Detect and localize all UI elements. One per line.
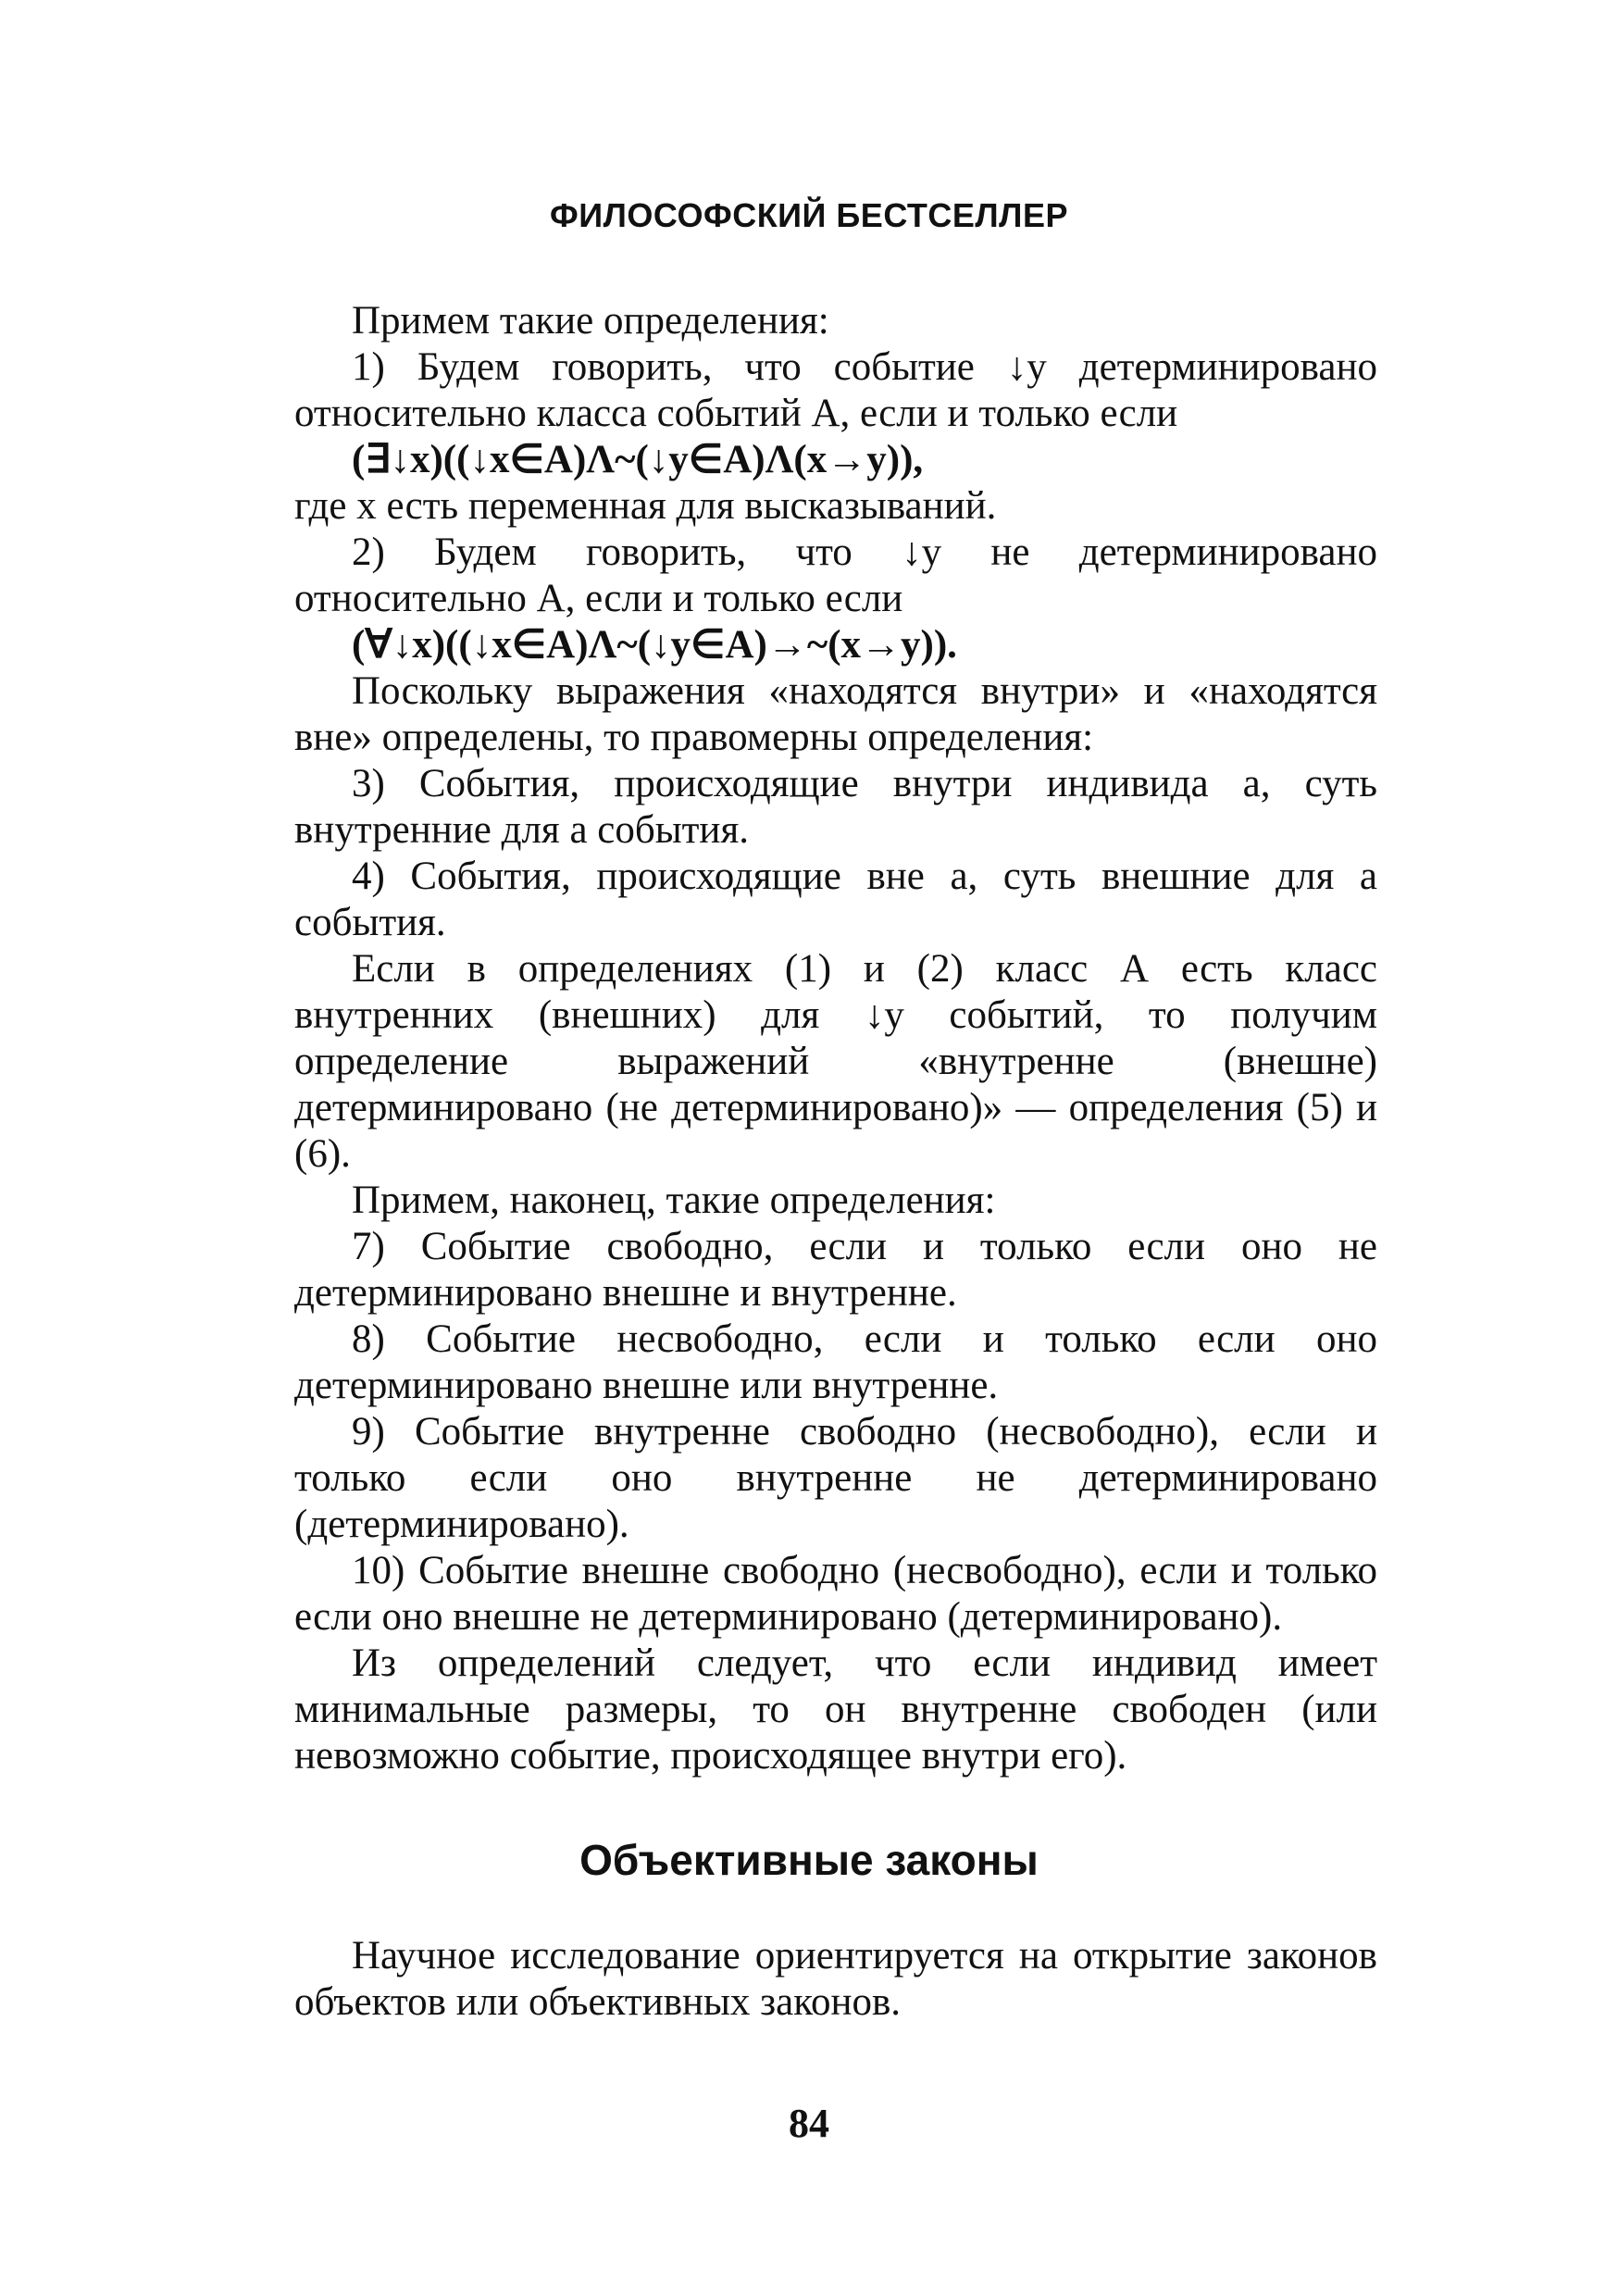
- definition-9: 9) Событие внутренне свободно (несвободно), если и только если оно внутренне не детерминировано (детерминировано).: [294, 1410, 1377, 1546]
- formula-2: (∀↓x)((↓x∈A)Λ~(↓y∈A)→~(x→y)).: [352, 623, 957, 667]
- paragraph-from: Из определений следует, что если индивид имеет минимальные размеры, то он внутренне свободен (или невозможно событие, происходящее внутри его).: [294, 1641, 1377, 1778]
- page-number: 84: [789, 2101, 829, 2146]
- definition-1: 1) Будем говорить, что событие ↓y детерминировано относительно класса событий А, если и только если: [294, 345, 1377, 435]
- definition-3: 3) События, происходящие внутри индивида а, суть внутренние для а события.: [294, 762, 1377, 852]
- definition-2: 2) Будем говорить, что ↓y не детерминировано относительно А, если и только если: [294, 530, 1377, 620]
- definition-10: 10) Событие внешне свободно (несвободно), если и только если оно внешне не детерминировано (детерминировано).: [294, 1549, 1377, 1639]
- definition-1-note: где x есть переменная для высказываний.: [294, 484, 997, 528]
- running-title: ФИЛОСОФСКИЙ БЕСТСЕЛЛЕР: [550, 196, 1068, 234]
- section-paragraph: Научное исследование ориентируется на открытие законов объектов или объективных законов.: [294, 1934, 1377, 2024]
- main-text: [294, 298, 1377, 1779]
- section-text: [294, 1933, 1377, 2026]
- definition-8: 8) Событие несвободно, если и только если оно детерминировано внешне или внутренне.: [294, 1317, 1377, 1407]
- paragraph-since: Поскольку выражения «находятся внутри» и «находятся вне» определены, то правомерны определения:: [294, 669, 1377, 759]
- section-heading: Объективные законы: [579, 1836, 1039, 1884]
- paragraph-intro: Примем такие определения:: [352, 299, 829, 343]
- definition-4: 4) События, происходящие вне а, суть внешние для а события.: [294, 855, 1377, 944]
- paragraph-if: Если в определениях (1) и (2) класс А есть класс внутренних (внешних) для ↓y событий, то получим определение выражений «внутренне (внешне) детерминировано (не детерминировано)» — определения (5) и (6).: [294, 947, 1377, 1176]
- formula-1: (∃↓x)((↓x∈A)Λ~(↓y∈A)Λ(x→y)),: [352, 438, 924, 481]
- paragraph-intro-2: Примем, наконец, такие определения:: [352, 1179, 996, 1222]
- definition-7: 7) Событие свободно, если и только если оно не детерминировано внешне и внутренне.: [294, 1225, 1377, 1315]
